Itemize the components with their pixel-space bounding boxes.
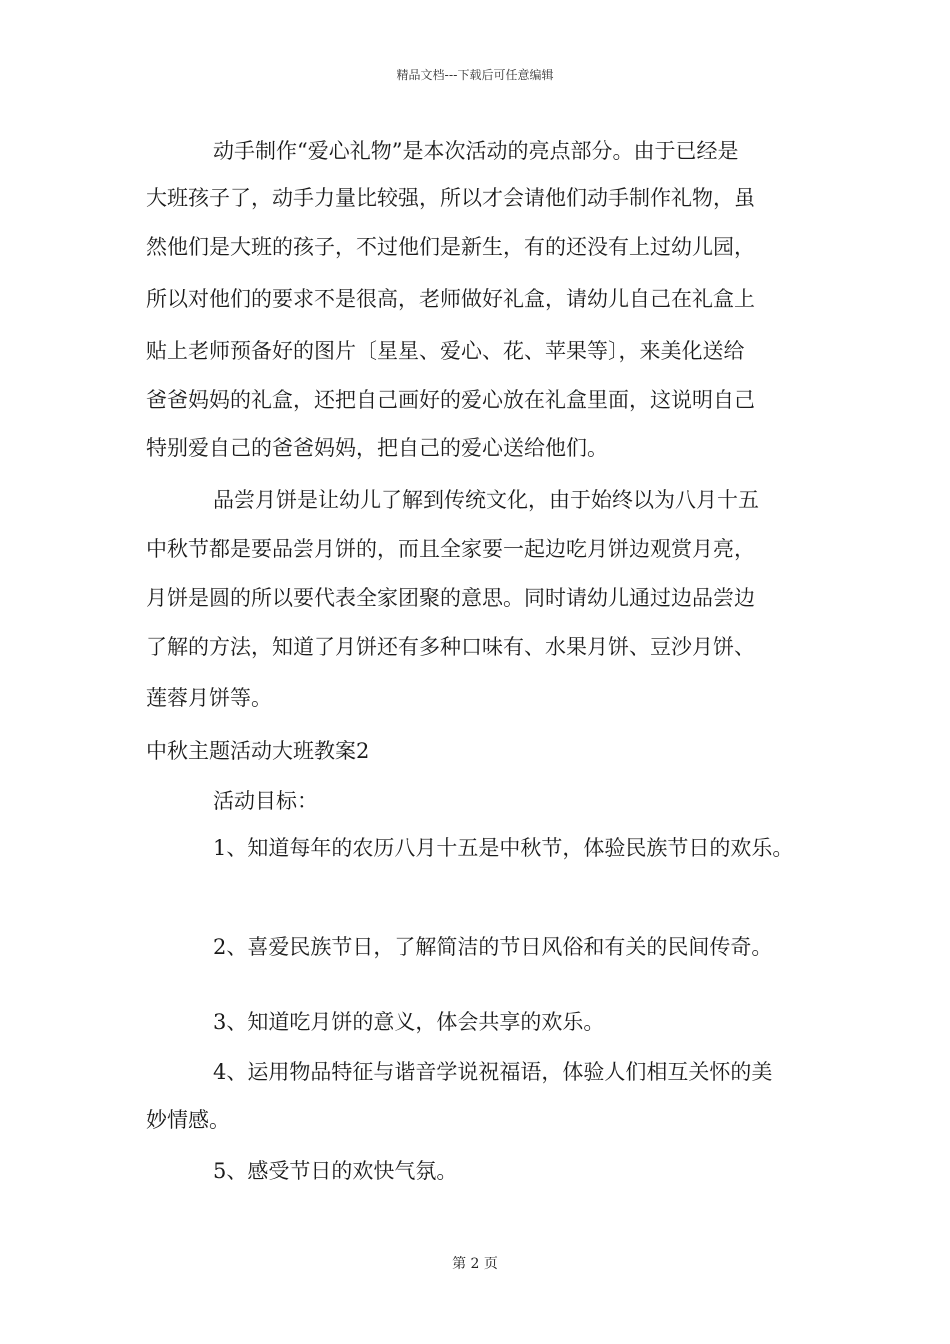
paragraph-line: 莲蓉月饼等。	[146, 686, 272, 710]
paragraph-line: 爸爸妈妈的礼盒，还把自己画好的爱心放在礼盒里面，这说明自己	[146, 388, 755, 412]
paragraph-line: 月饼是圆的所以要代表全家团聚的意思。同时请幼儿通过边品尝边	[146, 586, 755, 610]
goal-item: 3、知道吃月饼的意义，体会共享的欢乐。	[213, 1010, 605, 1034]
goal-item: 5、感受节日的欢快气氛。	[213, 1159, 458, 1183]
paragraph-line: 所以对他们的要求不是很高，老师做好礼盒，请幼儿自己在礼盒上	[146, 287, 755, 311]
section-title: 中秋主题活动大班教案2	[146, 739, 370, 763]
goal-item-continuation: 妙情感。	[146, 1108, 230, 1132]
paragraph-line: 了解的方法，知道了月饼还有多种口味有、水果月饼、豆沙月饼、	[146, 635, 755, 659]
paragraph-line: 贴上老师预备好的图片〔星星、爱心、花、苹果等〕，来美化送给	[146, 339, 745, 363]
paragraph-line: 特别爱自己的爸爸妈妈，把自己的爱心送给他们。	[146, 436, 608, 460]
page-number: 第 2 页	[452, 1256, 498, 1272]
paragraph-line: 中秋节都是要品尝月饼的，而且全家要一起边吃月饼边观赏月亮，	[146, 537, 755, 561]
paragraph-line: 然他们是大班的孩子，不过他们是新生，有的还没有上过幼儿园，	[146, 235, 755, 259]
goal-item: 4、运用物品特征与谐音学说祝福语，体验人们相互关怀的美	[213, 1060, 773, 1084]
paragraph-line: 动手制作“爱心礼物”是本次活动的亮点部分。由于已经是	[213, 139, 739, 163]
goal-item: 1、知道每年的农历八月十五是中秋节，体验民族节日的欢乐。	[213, 836, 794, 860]
paragraph-line: 大班孩子了，动手力量比较强，所以才会请他们动手制作礼物，虽	[146, 186, 755, 210]
goals-heading: 活动目标：	[213, 789, 318, 813]
page-header: 精品文档---下载后可任意编辑	[396, 68, 554, 82]
goal-item: 2、喜爱民族节日，了解简洁的节日风俗和有关的民间传奇。	[213, 935, 773, 959]
paragraph-line: 品尝月饼是让幼儿了解到传统文化，由于始终以为八月十五	[213, 488, 759, 512]
